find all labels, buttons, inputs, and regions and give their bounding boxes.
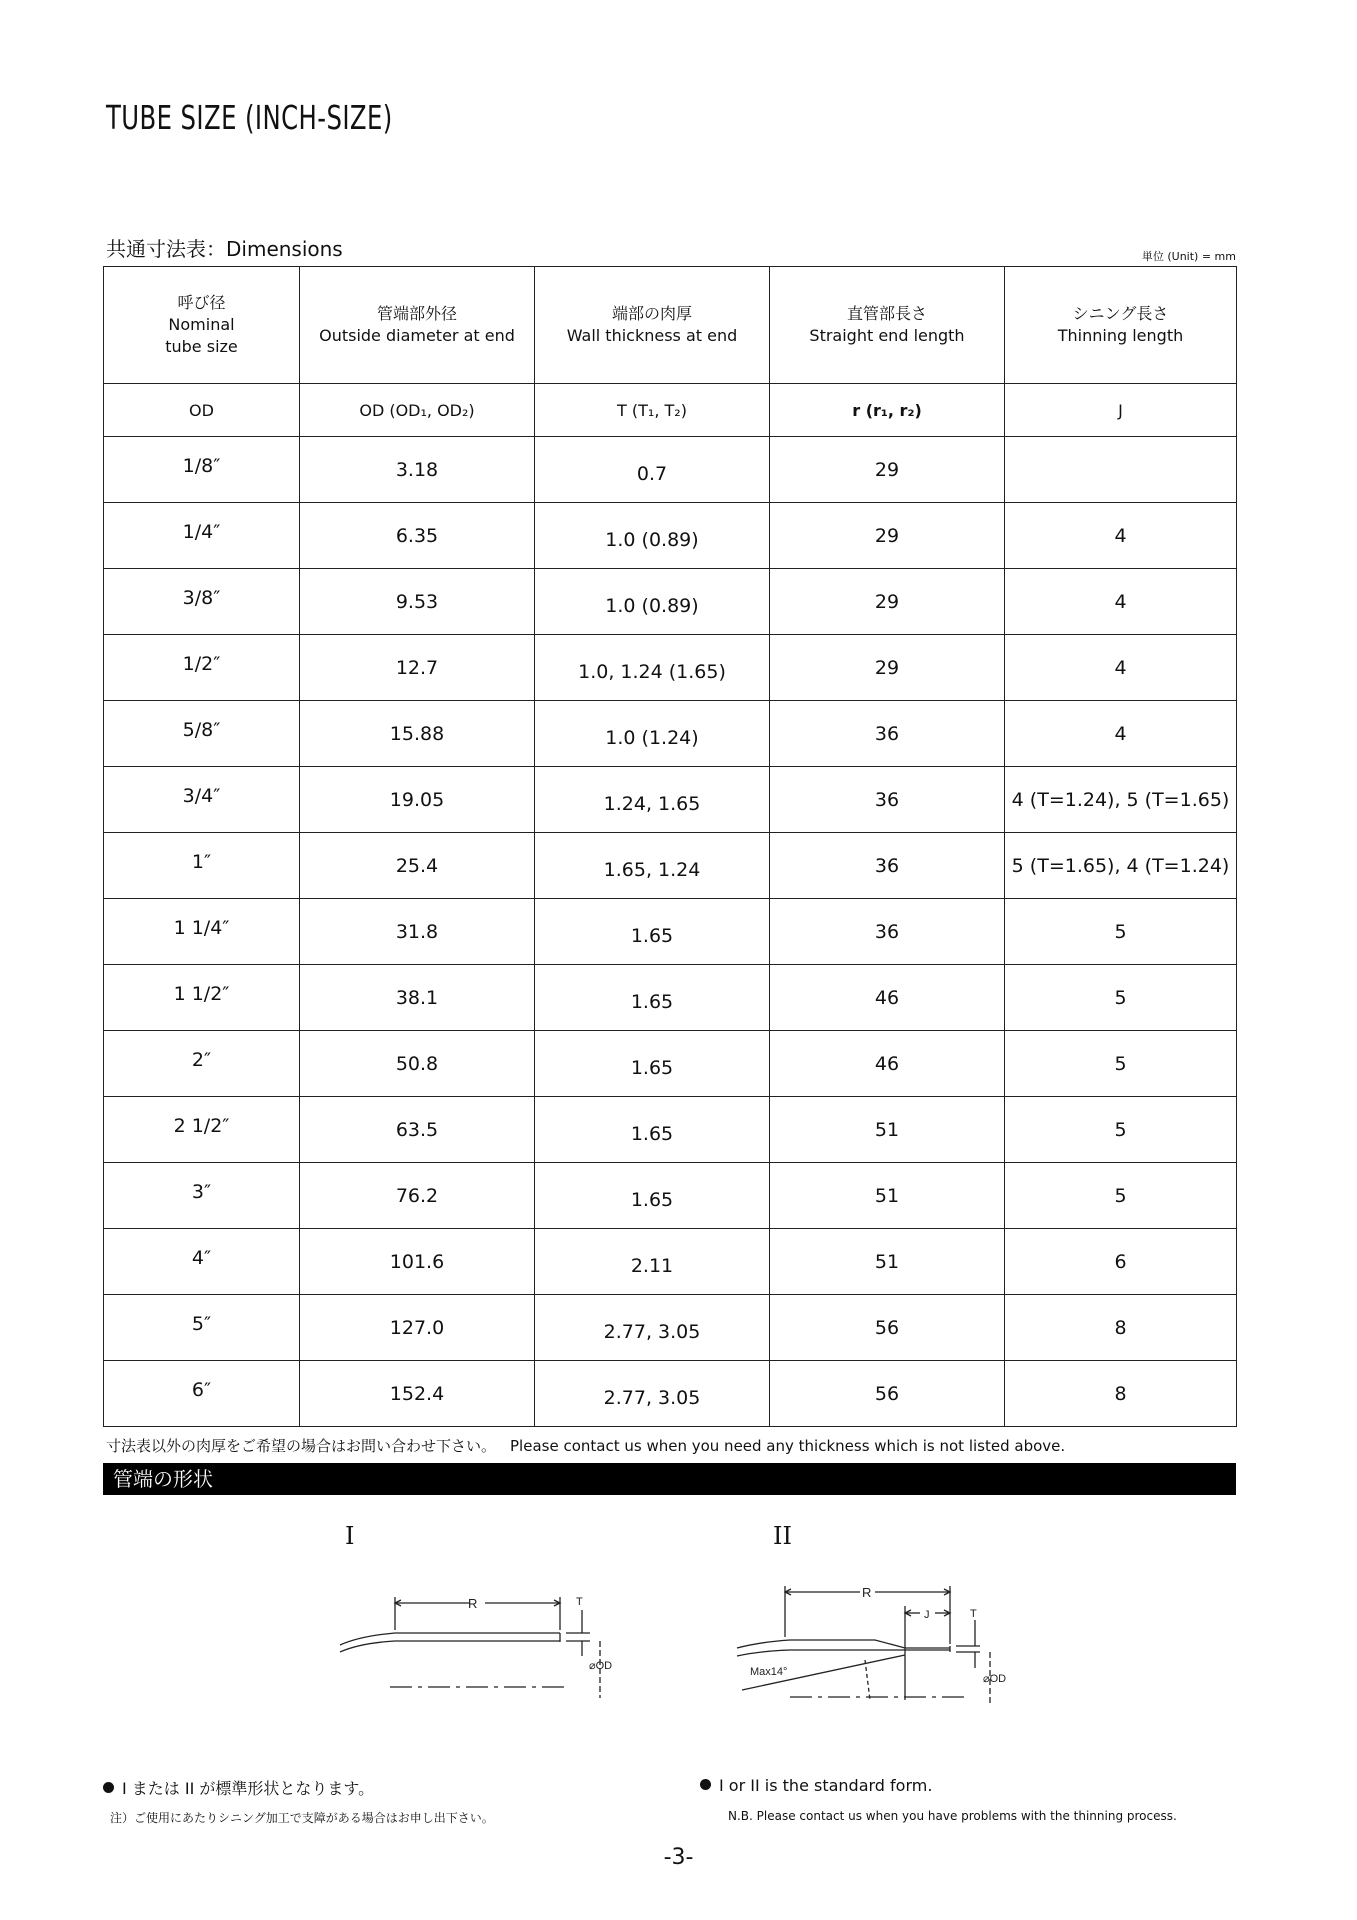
cell-thinning-length: 4 (T=1.24), 5 (T=1.65) — [1005, 767, 1237, 833]
cell-straight-length: 36 — [770, 701, 1005, 767]
cell-thinning-length: 4 — [1005, 569, 1237, 635]
cell-nominal: 3″ — [104, 1163, 300, 1229]
cell-thinning-length: 4 — [1005, 503, 1237, 569]
cell-outside-diameter: 9.53 — [300, 569, 535, 635]
standard-form-bullet-en: I or II is the standard form. — [700, 1776, 932, 1795]
cell-nominal: 2 1/2″ — [104, 1097, 300, 1163]
bullet-icon — [103, 1782, 114, 1793]
cell-thinning-length: 5 — [1005, 899, 1237, 965]
cell-outside-diameter: 25.4 — [300, 833, 535, 899]
cell-nominal: 1 1/4″ — [104, 899, 300, 965]
cell-thinning-length: 5 — [1005, 1031, 1237, 1097]
cell-straight-length: 29 — [770, 503, 1005, 569]
cell-thinning-length: 8 — [1005, 1361, 1237, 1427]
cell-thinning-length: 4 — [1005, 701, 1237, 767]
dim-J-label-2: J — [924, 1609, 930, 1621]
cell-straight-length: 36 — [770, 833, 1005, 899]
cell-outside-diameter: 6.35 — [300, 503, 535, 569]
standard-form-bullet-jp: I または II が標準形状となります。 — [103, 1776, 374, 1799]
cell-outside-diameter: 63.5 — [300, 1097, 535, 1163]
dim-OD-label-1: ⌀OD — [589, 1660, 613, 1672]
cell-outside-diameter: 31.8 — [300, 899, 535, 965]
cell-nominal: 1 1/2″ — [104, 965, 300, 1031]
max-angle-label: Max14° — [750, 1666, 788, 1678]
cell-outside-diameter: 12.7 — [300, 635, 535, 701]
cell-wall-thickness: 1.0, 1.24 (1.65) — [535, 635, 770, 701]
cell-thinning-length: 5 (T=1.65), 4 (T=1.24) — [1005, 833, 1237, 899]
cell-nominal: 4″ — [104, 1229, 300, 1295]
bullet-icon — [700, 1779, 711, 1790]
cell-outside-diameter: 38.1 — [300, 965, 535, 1031]
cell-nominal: 1″ — [104, 833, 300, 899]
cell-wall-thickness: 2.11 — [535, 1229, 770, 1295]
cell-wall-thickness: 1.0 (1.24) — [535, 701, 770, 767]
cell-nominal: 3/8″ — [104, 569, 300, 635]
cell-outside-diameter: 152.4 — [300, 1361, 535, 1427]
cell-outside-diameter: 127.0 — [300, 1295, 535, 1361]
cell-outside-diameter: 101.6 — [300, 1229, 535, 1295]
thinning-note-jp: 注）ご使用にあたりシニング加工で支障がある場合はお申し出下さい。 — [110, 1811, 494, 1825]
form-1-diagram — [340, 1597, 600, 1698]
cell-nominal: 6″ — [104, 1361, 300, 1427]
cell-wall-thickness: 1.0 (0.89) — [535, 503, 770, 569]
cell-wall-thickness: 1.0 (0.89) — [535, 569, 770, 635]
cell-outside-diameter: 15.88 — [300, 701, 535, 767]
cell-thinning-length: 8 — [1005, 1295, 1237, 1361]
cell-straight-length: 29 — [770, 635, 1005, 701]
form-2-diagram — [737, 1586, 990, 1705]
cell-straight-length: 46 — [770, 965, 1005, 1031]
cell-nominal: 2″ — [104, 1031, 300, 1097]
cell-wall-thickness: 1.65 — [535, 899, 770, 965]
cell-nominal: 1/2″ — [104, 635, 300, 701]
cell-straight-length: 29 — [770, 437, 1005, 503]
cell-wall-thickness: 1.65 — [535, 1031, 770, 1097]
symbol-cell: r (r₁, r₂) — [770, 384, 1005, 437]
symbol-cell: OD — [104, 384, 300, 437]
symbol-cell: OD (OD₁, OD₂) — [300, 384, 535, 437]
cell-nominal: 3/4″ — [104, 767, 300, 833]
header-wall-thickness: 端部の肉厚 Wall thickness at end — [535, 267, 770, 384]
cell-straight-length: 46 — [770, 1031, 1005, 1097]
header-outside-diameter: 管端部外径 Outside diameter at end — [300, 267, 535, 384]
cell-outside-diameter: 76.2 — [300, 1163, 535, 1229]
page-title: TUBE SIZE (INCH-SIZE) — [106, 98, 393, 137]
dim-R-label-2: R — [862, 1585, 872, 1600]
dim-T-label-2: T — [970, 1608, 977, 1620]
cell-thinning-length: 5 — [1005, 965, 1237, 1031]
cell-nominal: 5″ — [104, 1295, 300, 1361]
cell-straight-length: 29 — [770, 569, 1005, 635]
thinning-note-en: N.B. Please contact us when you have problems with the thinning process. — [728, 1809, 1177, 1823]
cell-thinning-length: 4 — [1005, 635, 1237, 701]
note-jp: 寸法表以外の肉厚をご希望の場合はお問い合わせ下さい。 — [106, 1437, 497, 1455]
section-bar-end-shape: 管端の形状 — [103, 1463, 1236, 1495]
cell-straight-length: 51 — [770, 1229, 1005, 1295]
symbol-cell: J — [1005, 384, 1237, 437]
header-thinning-length: シニング長さ Thinning length — [1005, 267, 1237, 384]
cell-straight-length: 56 — [770, 1295, 1005, 1361]
header-nominal: 呼び径 Nominal tube size — [104, 267, 300, 384]
cell-straight-length: 36 — [770, 767, 1005, 833]
dim-T-label-1: T — [576, 1596, 583, 1608]
cell-wall-thickness: 2.77, 3.05 — [535, 1295, 770, 1361]
cell-outside-diameter: 50.8 — [300, 1031, 535, 1097]
cell-straight-length: 36 — [770, 899, 1005, 965]
cell-outside-diameter: 3.18 — [300, 437, 535, 503]
cell-nominal: 1/8″ — [104, 437, 300, 503]
cell-wall-thickness: 1.24, 1.65 — [535, 767, 770, 833]
cell-outside-diameter: 19.05 — [300, 767, 535, 833]
cell-thinning-length: 5 — [1005, 1097, 1237, 1163]
cell-wall-thickness: 0.7 — [535, 437, 770, 503]
cell-thinning-length: 6 — [1005, 1229, 1237, 1295]
cell-nominal: 1/4″ — [104, 503, 300, 569]
form-1-label: I — [345, 1522, 355, 1550]
cell-straight-length: 56 — [770, 1361, 1005, 1427]
cell-nominal: 5/8″ — [104, 701, 300, 767]
dimensions-heading: 共通寸法表：Dimensions — [106, 237, 343, 261]
symbol-cell: T (T₁, T₂) — [535, 384, 770, 437]
dim-R-label-1: R — [468, 1596, 478, 1611]
cell-wall-thickness: 2.77, 3.05 — [535, 1361, 770, 1427]
note-en: Please contact us when you need any thickness which is not listed above. — [510, 1437, 1066, 1455]
cell-thinning-length: 5 — [1005, 1163, 1237, 1229]
cell-straight-length: 51 — [770, 1163, 1005, 1229]
cell-wall-thickness: 1.65, 1.24 — [535, 833, 770, 899]
cell-straight-length: 51 — [770, 1097, 1005, 1163]
header-straight-length: 直管部長さ Straight end length — [770, 267, 1005, 384]
form-2-label: II — [773, 1522, 792, 1550]
cell-wall-thickness: 1.65 — [535, 1097, 770, 1163]
dim-OD-label-2: ⌀OD — [983, 1673, 1007, 1685]
cell-wall-thickness: 1.65 — [535, 1163, 770, 1229]
page-number: -3- — [663, 1845, 694, 1870]
unit-label: 単位 (Unit) = mm — [1141, 250, 1236, 263]
cell-wall-thickness: 1.65 — [535, 965, 770, 1031]
